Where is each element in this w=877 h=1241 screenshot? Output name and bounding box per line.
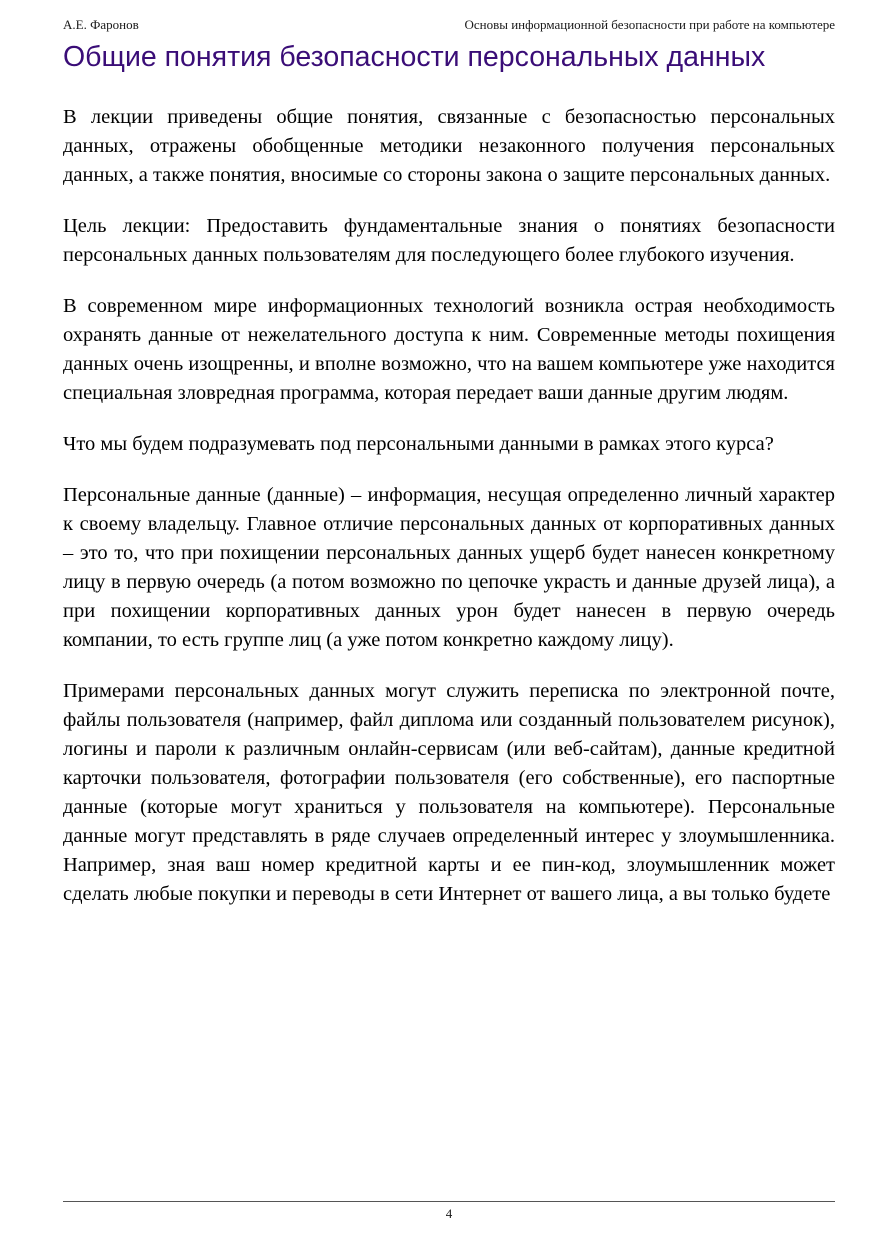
page-number: 4 [445, 1206, 453, 1221]
paragraph-examples: Примерами персональных данных могут служить переписка по электронной почте, файлы пользователя (например, файл диплома или созданный пользователем рисунок), логины и пароли к различным онлайн-сервисам (или веб-сайтам), данные кредитной карточки пользователя, фотографии пользователя (его собственные), его паспортные данные (которые могут храниться у пользователя на компьютере). Персональные данные могут представлять в ряде случаев определенный интерес у злоумышленника. Например, зная ваш номер кредитной карты и ее пин-код, злоумышленник может сделать любые покупки и переводы в сети Интернет от вашего лица, а вы только будете [63, 680, 835, 905]
body-text [63, 103, 835, 931]
footer-divider [63, 1201, 835, 1202]
running-header [63, 16, 835, 34]
header-course-title: Основы информационной безопасности при работе на компьютере [464, 17, 835, 32]
paragraph-question: Что мы будем подразумевать под персональными данными в рамках этого курса? [63, 433, 774, 455]
paragraph-definition: Персональные данные (данные) – информация, несущая определенно личный характер к своему владельцу. Главное отличие персональных данных от корпоративных данных – это то, что при похищении персональных данных ущерб будет нанесен конкретному лицу в первую очередь (а потом возможно по цепочке украсть и данные друзей лица), а при похищении корпоративных данных урон будет нанесен в первую очередь компании, то есть группе лиц (а уже потом конкретно каждому лицу). [63, 484, 835, 651]
page-title: Общие понятия безопасности персональных данных [63, 41, 766, 73]
paragraph-intro: В лекции приведены общие понятия, связанные с безопасностью персональных данных, отражены обобщенные методики незаконного получения персональных данных, а также понятия, вносимые со стороны закона о защите персональных данных. [63, 106, 835, 186]
paragraph-goal: Цель лекции: Предоставить фундаментальные знания о понятиях безопасности персональных данных пользователям для последующего более глубокого изучения. [63, 215, 835, 266]
document-page [63, 0, 835, 1241]
header-author: А.Е. Фаронов [63, 17, 139, 32]
paragraph-context: В современном мире информационных технологий возникла острая необходимость охранять данные от нежелательного доступа к ним. Современные методы похищения данных очень изощренны, и вполне возможно, что на вашем компьютере уже находится специальная зловредная программа, которая передает ваши данные другим людям. [63, 295, 835, 404]
